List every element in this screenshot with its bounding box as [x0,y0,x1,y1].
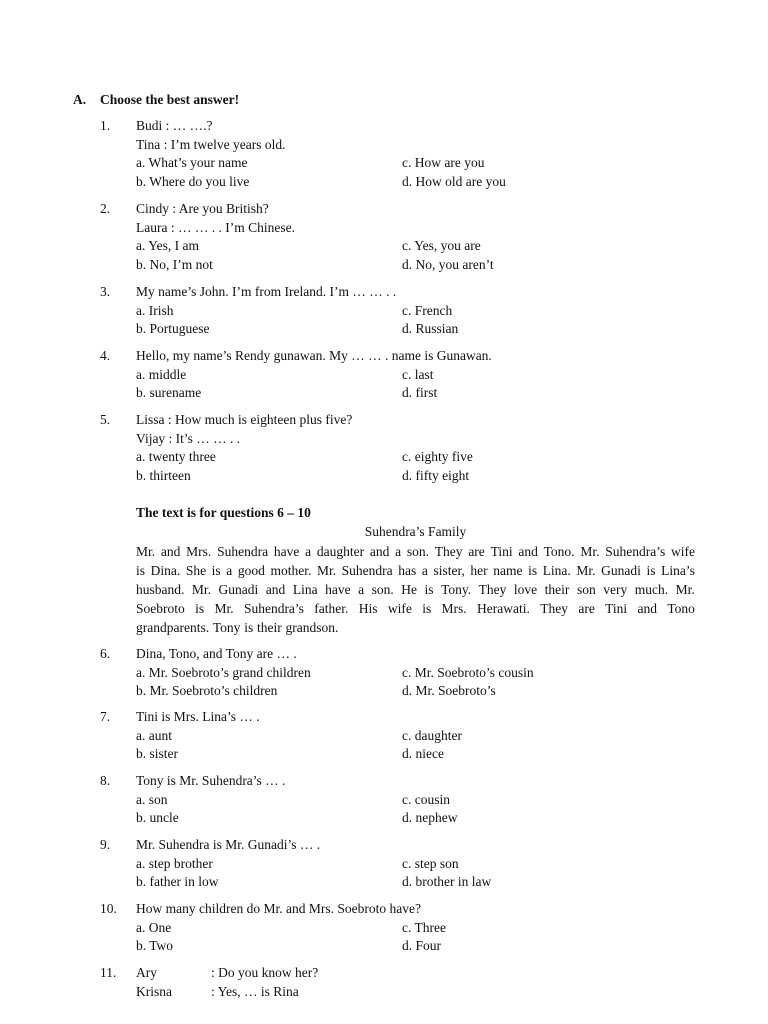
passage-line: Soebroto is Mr. Suhendra’s father. His wife is Mrs. Herawati. They are Tini and Tono [136,601,695,616]
dialog-line: Cindy : Are you British? [136,201,269,216]
question-number: 4. [100,348,111,363]
option-b: b. Portuguese [136,321,210,337]
question-number: 1. [100,118,111,133]
option-c: c. Three [402,919,446,935]
section-title: Choose the best answer! [100,92,240,107]
option-a: a. What’s your name [136,155,248,171]
question-6 [100,645,700,701]
dialog-line: : Do you know her? [211,965,319,980]
question-5 [100,411,700,485]
option-d: d. brother in law [402,874,492,890]
question-number: 9. [100,837,111,852]
option-d: d. Mr. Soebroto’s [402,683,496,699]
option-c: c. daughter [402,727,462,743]
question-3 [100,283,700,339]
option-c: c. Mr. Soebroto’s cousin [402,664,534,680]
dialog-line: : Yes, … is Rina [211,983,299,999]
option-a: a. middle [136,366,187,382]
option-d: d. Russian [402,321,459,337]
section-letter: A. [73,92,87,107]
option-b: b. thirteen [136,467,191,483]
question-text: Tini is Mrs. Lina’s … . [136,709,260,724]
question-number: 10. [100,901,117,916]
option-a: a. Yes, I am [136,238,199,254]
passage-line: Mr. and Mrs. Suhendra have a daughter and a son. They are Tini and Tono. Mr. Suhendra’s wife [136,544,695,559]
speaker-name: Krisna [136,983,172,999]
option-c: c. French [402,302,453,318]
dialog-line: Lissa : How much is eighteen plus five? [136,412,353,427]
option-d: d. nephew [402,810,458,826]
section-heading [73,92,239,108]
question-text: Mr. Suhendra is Mr. Gunadi’s … . [136,837,321,852]
question-text: How many children do Mr. and Mrs. Soebroto have? [136,901,421,916]
reading-text-title: Suhendra’s Family [364,524,467,539]
dialog-line: Laura : … … . . I’m Chinese. [136,219,295,235]
option-b: b. Two [136,938,174,954]
question-number: 6. [100,646,111,661]
question-number: 2. [100,201,111,216]
option-b: b. surename [136,385,202,401]
question-11 [100,964,700,1001]
question-text: My name’s John. I’m from Ireland. I’m … … . . [136,284,397,299]
dialog-line: Budi : … ….? [136,118,213,133]
option-a: a. son [136,791,168,807]
question-number: 5. [100,412,111,427]
question-text: Hello, my name’s Rendy gunawan. My … … . name is Gunawan. [136,348,492,363]
dialog-line: Tina : I’m twelve years old. [136,136,286,152]
passage-line: husband. Mr. Gunadi and Lina have a son. He is Tony. They love their son very much. Mr. [136,582,695,597]
option-a: a. aunt [136,727,172,743]
option-c: c. last [402,366,434,382]
option-d: d. How old are you [402,173,506,189]
option-d: d. fifty eight [402,467,470,483]
option-b: b. Where do you live [136,173,250,189]
option-a: a. One [136,919,172,935]
question-number: 7. [100,709,111,724]
question-8 [100,772,700,828]
option-b: b. uncle [136,810,179,826]
speaker-name: Ary [136,965,157,980]
dialog-line: Vijay : It’s … … . . [136,430,241,446]
question-text: Tony is Mr. Suhendra’s … . [136,773,286,788]
reading-passage [136,542,695,637]
option-d: d. Four [402,938,442,954]
option-b: b. No, I’m not [136,256,213,272]
option-c: c. step son [402,855,459,871]
option-b: b. Mr. Soebroto’s children [136,683,278,699]
option-a: a. step brother [136,855,213,871]
question-number: 8. [100,773,111,788]
question-text: Dina, Tono, and Tony are … . [136,646,297,661]
option-a: a. Mr. Soebroto’s grand children [136,664,311,680]
option-d: d. niece [402,746,444,762]
option-a: a. Irish [136,302,174,318]
question-number: 11. [100,965,117,980]
question-7 [100,708,700,764]
option-a: a. twenty three [136,449,216,465]
question-10 [100,900,700,956]
passage-line: is Dina. She is a good mother. Mr. Suhendra has a sister, her name is Lina. Mr. Gunadi is Lina’s [136,563,695,578]
question-9 [100,836,700,892]
option-b: b. father in low [136,874,219,890]
option-d: d. No, you aren’t [402,256,494,272]
question-number: 3. [100,284,111,299]
passage-line: grandparents. Tony is their grandson. [136,620,339,635]
option-c: c. eighty five [402,449,473,465]
question-4 [100,347,700,403]
option-c: c. cousin [402,791,450,807]
reading-text-header: The text is for questions 6 – 10 [136,505,311,520]
option-c: c. How are you [402,155,485,171]
option-c: c. Yes, you are [402,238,481,254]
option-d: d. first [402,385,438,401]
question-1 [100,117,700,191]
option-b: b. sister [136,746,178,762]
question-2 [100,200,700,274]
